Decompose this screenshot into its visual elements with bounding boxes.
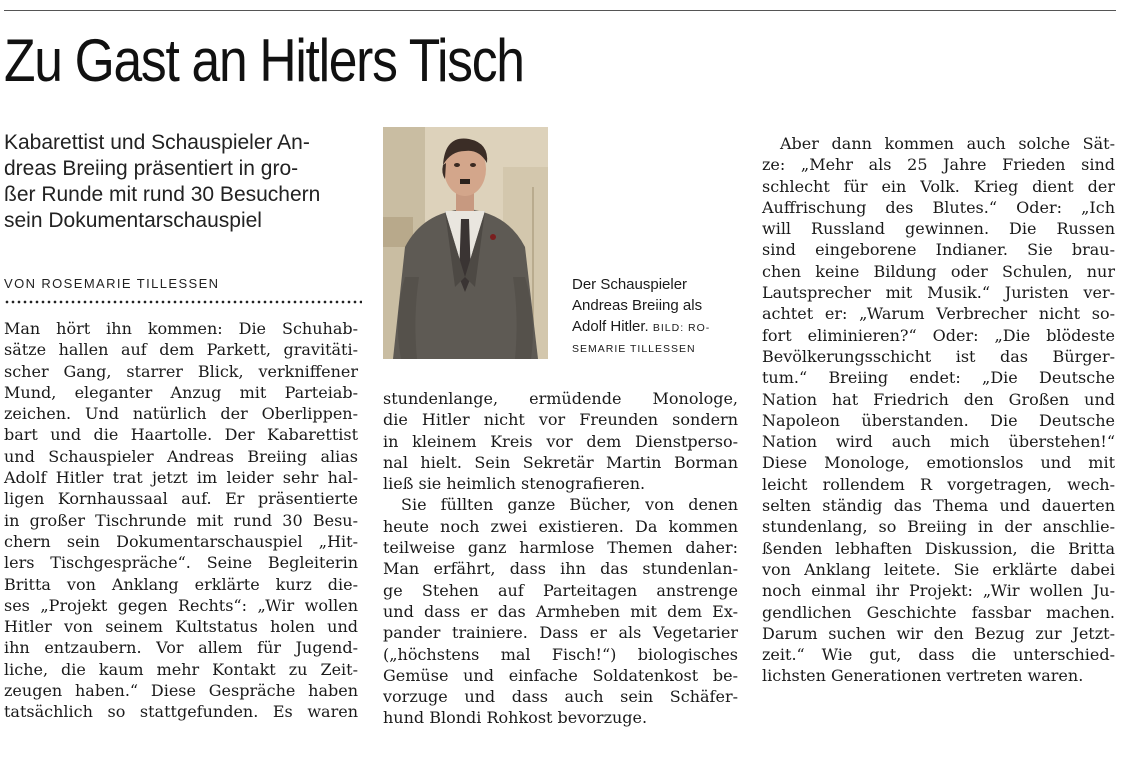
- text-line: zeugen haben.“ Diese Gespräche haben: [4, 681, 358, 701]
- text-line: Mund, eleganter Anzug mit Parteiab-: [4, 382, 358, 402]
- text-line: scher Gang, starrer Blick, verkniffener: [4, 361, 358, 381]
- top-rule: [4, 10, 1116, 11]
- text-line: schlecht für ein Volk. Krieg dient der: [762, 176, 1115, 196]
- text-line: von Anklang leitete. Sie erklärte dabei: [762, 559, 1115, 579]
- text-line: noch einmal ihr Projekt: „Wir wollen Ju-: [762, 581, 1115, 601]
- article-column-2: [383, 388, 738, 729]
- text-line: stundenlang, so Breiing in der anschlie-: [762, 517, 1115, 537]
- text-line: ließ sie heimlich stenografieren.: [383, 474, 646, 494]
- text-line: ligen Kornhaussaal auf. Er präsentierte: [4, 489, 358, 509]
- caption-line: Der Schauspieler: [572, 276, 688, 293]
- dotted-separator: [4, 300, 362, 304]
- text-line: pander trainiere. Dass er als Vegetarier: [383, 623, 738, 643]
- article-column-1: [4, 318, 358, 723]
- photo-illustration: [383, 127, 548, 359]
- text-line: heute noch zwei existieren. Da kommen: [383, 516, 738, 536]
- text-line: und Schauspieler Andreas Breiing alias: [4, 446, 358, 466]
- text-line: zeichen. Und natürlich der Oberlippen-: [4, 404, 358, 424]
- text-line: ge Stehen auf Parteitagen anstrenge: [383, 580, 738, 600]
- text-line: Bevölkerungsschicht ist das Bürger-: [762, 346, 1115, 366]
- text-line: selten ständig das Thema und dauerten: [762, 496, 1115, 516]
- caption-last-line: Adolf Hitler.: [572, 318, 649, 335]
- text-line: fort eliminieren?“ Oder: „Die blödeste: [762, 325, 1115, 345]
- text-line: nal hielt. Sein Sekretär Martin Borman: [383, 452, 738, 472]
- text-line: Hitler von seinem Kultstatus holen und: [4, 617, 358, 637]
- text-line: Nation hat Friedrich den Großen und: [762, 389, 1115, 409]
- byline: VON ROSEMARIE TILLESSEN: [4, 276, 220, 291]
- text-line: Auffrischung des Blutes.“ Oder: „Ich: [762, 197, 1115, 217]
- text-line: Britta von Anklang erklärte kurz die-: [4, 574, 358, 594]
- text-line: gendlichen Geschichte fassbar machen.: [762, 602, 1115, 622]
- text-line: („höchstens mal Fisch!“) biologisches: [383, 644, 738, 664]
- text-line: Diese Monologe, emotionslos und mit: [762, 453, 1115, 473]
- text-line: hund Blondi Rohkost bevorzuge.: [383, 708, 648, 728]
- text-line: liche, die kaum mehr Kontakt zu Zeit-: [4, 659, 358, 679]
- text-line: ihn entzaubern. Vor allem für Jugend-: [4, 638, 358, 658]
- text-line: chen keine Bildung oder Schulen, nur: [762, 261, 1115, 281]
- text-line: lers Tischgespräche“. Seine Begleiterin: [4, 553, 358, 573]
- text-line: Sie füllten ganze Bücher, von denen: [401, 495, 738, 515]
- text-line: tum.“ Breiing endet: „Die Deutsche: [762, 368, 1115, 388]
- text-line: tatsächlich so stattgefunden. Es waren: [4, 702, 358, 722]
- text-line: stundenlange, ermüdende Monologe,: [383, 389, 738, 408]
- lede-line: ßer Runde mit rund 30 Besuchern: [4, 183, 321, 206]
- text-line: zeit.“ Wie gut, dass die unterschied-: [762, 645, 1115, 665]
- text-line: ses „Projekt gegen Rechts“: „Wir wollen: [4, 595, 358, 615]
- headline: Zu Gast an Hitlers Tisch: [4, 27, 524, 94]
- text-line: teilweise ganz harmlose Themen daher:: [383, 538, 738, 558]
- text-line: in kleinem Kreis vor dem Dienstperso-: [383, 431, 738, 451]
- photo-credit-continued: SEMARIE TILLESSEN: [572, 343, 696, 355]
- photo-credit: BILD: RO-: [652, 322, 711, 334]
- text-line: sind eingeborene Indianer. Sie brau-: [762, 240, 1115, 260]
- text-line: Nation wird auch mich überstehen!“: [762, 432, 1115, 452]
- text-line: achtet er: „Warum Verbrecher nicht so-: [762, 304, 1115, 324]
- text-line: Adolf Hitler trat jetzt im leider sehr hal-: [4, 468, 358, 488]
- text-line: Napoleon überstanden. Die Deutsche: [762, 410, 1115, 430]
- text-line: Aber dann kommen auch solche Sät-: [780, 134, 1115, 153]
- lede-line: sein Dokumentarschauspiel: [4, 209, 262, 232]
- photo-actor-as-hitler: [383, 127, 548, 359]
- text-line: Man hört ihn kommen: Die Schuhab-: [4, 319, 358, 338]
- article-column-3: [762, 133, 1115, 687]
- text-line: ze: „Mehr als 25 Jahre Frieden sind: [762, 155, 1115, 175]
- caption-line: [572, 316, 742, 339]
- text-line: in großer Tischrunde mit rund 30 Besu-: [4, 510, 358, 530]
- text-line: chern sein Dokumentarschauspiel „Hit-: [4, 531, 358, 551]
- text-line: Lautsprecher mit Musik.“ Juristen ver-: [762, 283, 1115, 303]
- text-line: Man erfährt, dass ihn das stundenlan-: [383, 559, 738, 579]
- lede: [4, 130, 364, 234]
- text-line: sätze hallen auf dem Parkett, gravitäti-: [4, 340, 358, 360]
- text-line: lichsten Generationen vertreten waren.: [762, 666, 1084, 686]
- text-line: und dass er das Armheben mit dem Ex-: [383, 601, 738, 621]
- text-line: Darum suchen wir den Bezug zur Jetzt-: [762, 623, 1115, 643]
- text-line: leicht rollendem R vorgetragen, wech-: [762, 474, 1115, 494]
- caption-line: Andreas Breiing als: [572, 297, 703, 314]
- text-line: bart und die Haartolle. Der Kabarettist: [4, 425, 358, 445]
- lede-line: dreas Breiing präsentiert in gro-: [4, 157, 299, 180]
- text-line: vorzuge und dass auch sein Schäfer-: [383, 687, 738, 707]
- text-line: Gemüse und einfache Soldatenkost be-: [383, 665, 738, 685]
- text-line: die Hitler nicht vor Freunden sondern: [383, 410, 738, 430]
- photo-caption: [572, 274, 742, 360]
- text-line: ßenden lebhaften Diskussion, die Britta: [762, 538, 1115, 558]
- text-line: will Russland gewinnen. Die Russen: [762, 219, 1115, 239]
- lede-line: Kabarettist und Schauspieler An-: [4, 131, 310, 154]
